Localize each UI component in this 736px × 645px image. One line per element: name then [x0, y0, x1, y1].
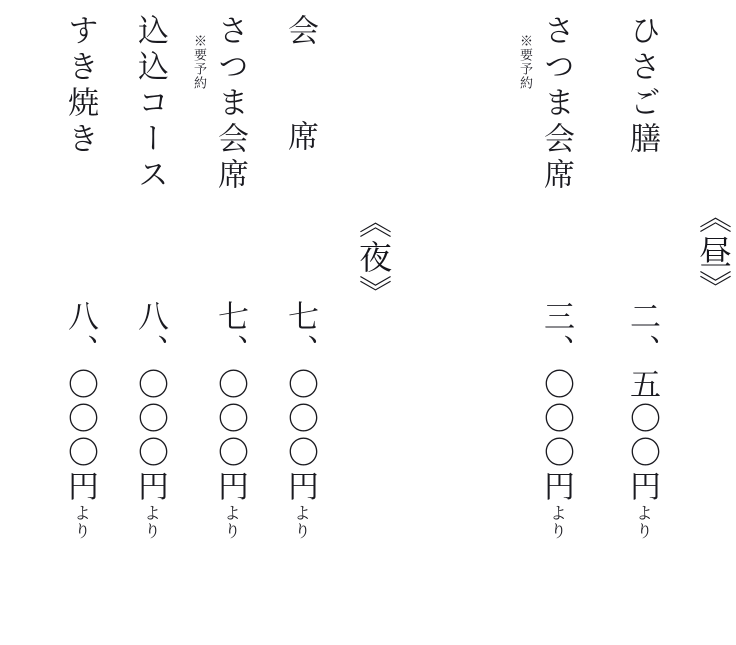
- price-suffix: より: [141, 504, 160, 540]
- price-suffix: より: [71, 504, 90, 540]
- menu-item-note: ※要予約: [518, 34, 533, 90]
- menu-item-name: さつま会席: [539, 14, 574, 194]
- menu-item-price: [135, 300, 166, 540]
- menu-item-price: [541, 300, 572, 540]
- price-value: 八、〇〇〇円: [63, 300, 98, 504]
- menu-item-note: ※要予約: [192, 34, 207, 90]
- menu-item-name: さつま会席: [213, 14, 248, 194]
- price-suffix: より: [291, 504, 310, 540]
- price-suffix: より: [633, 504, 652, 540]
- menu-item-name: すき焼き: [63, 14, 98, 158]
- price-value: 七、〇〇〇円: [283, 300, 318, 504]
- price-value: 三、〇〇〇円: [539, 300, 574, 504]
- menu-item-name: 込込コース: [133, 14, 168, 194]
- menu-item-name: 会 席: [283, 14, 318, 173]
- price-value: 七、〇〇〇円: [213, 300, 248, 504]
- section-heading-dinner: 《夜》: [354, 205, 390, 310]
- menu-item-price: [285, 300, 316, 540]
- section-heading-lunch: 《昼》: [694, 200, 730, 305]
- price-value: 二、五〇〇円: [625, 300, 660, 504]
- price-suffix: より: [221, 504, 240, 540]
- menu-item-price: [215, 300, 246, 540]
- price-value: 八、〇〇〇円: [133, 300, 168, 504]
- menu-item-price: [627, 300, 658, 540]
- price-suffix: より: [547, 504, 566, 540]
- menu-item-price: [65, 300, 96, 540]
- menu-item-name: ひさご膳: [625, 14, 660, 158]
